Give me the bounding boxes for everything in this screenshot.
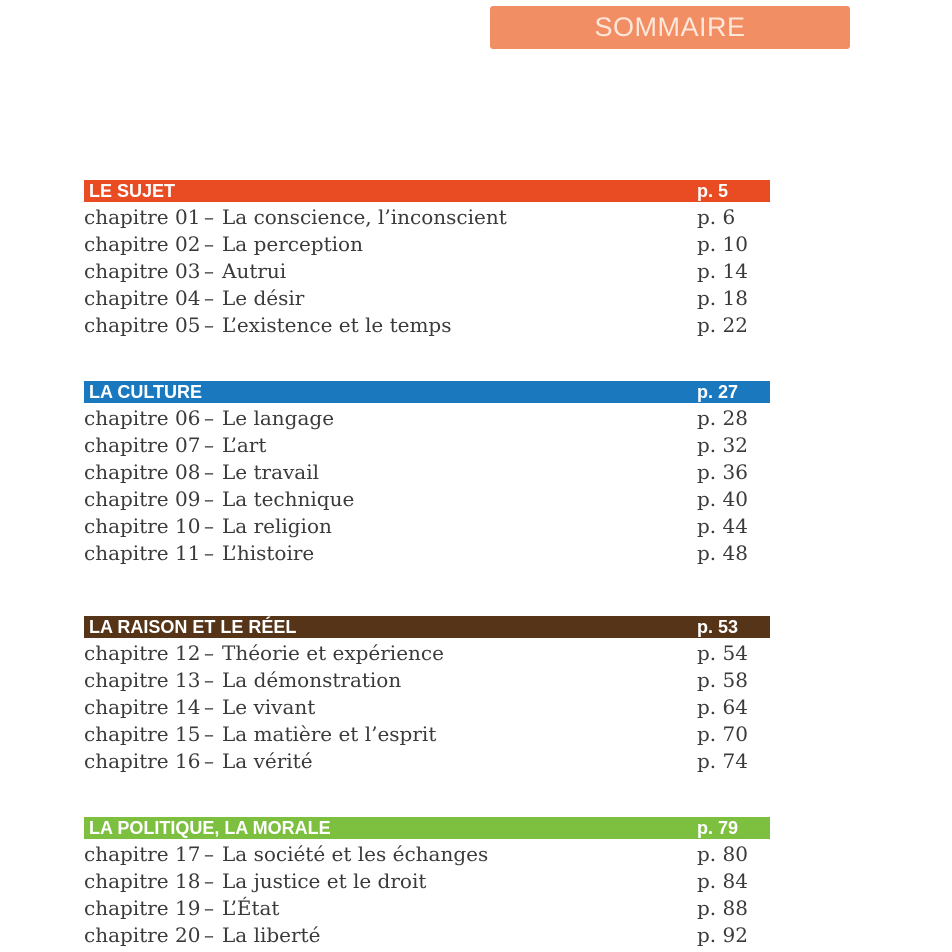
chapter-page: p. 54 bbox=[697, 641, 748, 665]
chapter-number: chapitre 13 bbox=[84, 668, 201, 692]
chapter-row[interactable] bbox=[84, 540, 770, 567]
chapter-title: Le désir bbox=[222, 286, 305, 310]
chapter-number: chapitre 16 bbox=[84, 749, 201, 773]
separator: – bbox=[204, 259, 214, 283]
separator: – bbox=[204, 205, 214, 229]
separator: – bbox=[204, 286, 214, 310]
chapter-row[interactable] bbox=[84, 868, 770, 895]
section-header[interactable] bbox=[84, 817, 770, 839]
separator: – bbox=[204, 749, 214, 773]
chapter-number: chapitre 10 bbox=[84, 514, 201, 538]
chapter-page: p. 36 bbox=[697, 460, 748, 484]
chapter-title: La société et les échanges bbox=[222, 842, 489, 866]
section-le-sujet bbox=[84, 180, 770, 339]
chapter-list bbox=[84, 204, 770, 339]
separator: – bbox=[204, 433, 214, 457]
separator: – bbox=[204, 460, 214, 484]
chapter-title: La conscience, l’inconscient bbox=[222, 205, 507, 229]
chapter-number: chapitre 18 bbox=[84, 869, 201, 893]
chapter-row[interactable] bbox=[84, 841, 770, 868]
chapter-title: La perception bbox=[222, 232, 363, 256]
chapter-page: p. 6 bbox=[697, 205, 736, 229]
section-header[interactable] bbox=[84, 180, 770, 202]
chapter-title: La justice et le droit bbox=[222, 869, 427, 893]
chapter-page: p. 70 bbox=[697, 722, 748, 746]
separator: – bbox=[204, 406, 214, 430]
section-la-politique-la-morale bbox=[84, 817, 770, 949]
chapter-number: chapitre 17 bbox=[84, 842, 201, 866]
separator: – bbox=[204, 923, 214, 947]
section-page: p. 53 bbox=[697, 617, 739, 637]
chapter-row[interactable] bbox=[84, 459, 770, 486]
chapter-page: p. 84 bbox=[697, 869, 748, 893]
section-page: p. 79 bbox=[697, 818, 739, 838]
separator: – bbox=[204, 232, 214, 256]
chapter-number: chapitre 15 bbox=[84, 722, 201, 746]
chapter-title: La religion bbox=[222, 514, 332, 538]
chapter-page: p. 28 bbox=[697, 406, 748, 430]
section-la-raison-et-le-reel bbox=[84, 616, 770, 775]
separator: – bbox=[204, 722, 214, 746]
chapter-list bbox=[84, 841, 770, 949]
chapter-number: chapitre 01 bbox=[84, 205, 201, 229]
separator: – bbox=[204, 668, 214, 692]
chapter-row[interactable] bbox=[84, 432, 770, 459]
chapter-row[interactable] bbox=[84, 258, 770, 285]
chapter-number: chapitre 14 bbox=[84, 695, 201, 719]
chapter-number: chapitre 11 bbox=[84, 541, 201, 565]
chapter-number: chapitre 07 bbox=[84, 433, 201, 457]
section-title: LA CULTURE bbox=[89, 382, 202, 402]
chapter-title: La technique bbox=[222, 487, 355, 511]
chapter-number: chapitre 09 bbox=[84, 487, 201, 511]
separator: – bbox=[204, 487, 214, 511]
chapter-title: La vérité bbox=[222, 749, 313, 773]
chapter-page: p. 88 bbox=[697, 896, 748, 920]
chapter-number: chapitre 20 bbox=[84, 923, 201, 947]
chapter-page: p. 18 bbox=[697, 286, 748, 310]
separator: – bbox=[204, 869, 214, 893]
chapter-title: Théorie et expérience bbox=[222, 641, 444, 665]
chapter-page: p. 92 bbox=[697, 923, 748, 947]
chapter-title: L’existence et le temps bbox=[222, 313, 452, 337]
chapter-row[interactable] bbox=[84, 405, 770, 432]
chapter-page: p. 74 bbox=[697, 749, 748, 773]
chapter-page: p. 32 bbox=[697, 433, 748, 457]
section-header[interactable] bbox=[84, 381, 770, 403]
chapter-row[interactable] bbox=[84, 667, 770, 694]
chapter-row[interactable] bbox=[84, 895, 770, 922]
chapter-row[interactable] bbox=[84, 312, 770, 339]
chapter-row[interactable] bbox=[84, 922, 770, 949]
chapter-number: chapitre 06 bbox=[84, 406, 201, 430]
section-page: p. 5 bbox=[697, 181, 729, 201]
chapter-number: chapitre 08 bbox=[84, 460, 201, 484]
chapter-row[interactable] bbox=[84, 204, 770, 231]
section-title: LA POLITIQUE, LA MORALE bbox=[89, 818, 331, 838]
section-title: LA RAISON ET LE RÉEL bbox=[89, 617, 297, 637]
page-title: SOMMAIRE bbox=[594, 12, 746, 42]
section-title: LE SUJET bbox=[89, 181, 176, 201]
chapter-title: La liberté bbox=[222, 923, 321, 947]
chapter-title: Le vivant bbox=[222, 695, 316, 719]
separator: – bbox=[204, 896, 214, 920]
chapter-title: L’histoire bbox=[222, 541, 315, 565]
chapter-page: p. 14 bbox=[697, 259, 748, 283]
chapter-row[interactable] bbox=[84, 721, 770, 748]
chapter-number: chapitre 19 bbox=[84, 896, 201, 920]
chapter-row[interactable] bbox=[84, 694, 770, 721]
chapter-row[interactable] bbox=[84, 285, 770, 312]
chapter-number: chapitre 02 bbox=[84, 232, 201, 256]
chapter-row[interactable] bbox=[84, 513, 770, 540]
chapter-page: p. 80 bbox=[697, 842, 748, 866]
chapter-page: p. 44 bbox=[697, 514, 748, 538]
chapter-list bbox=[84, 640, 770, 775]
section-header[interactable] bbox=[84, 616, 770, 638]
chapter-title: Le langage bbox=[222, 406, 335, 430]
chapter-number: chapitre 05 bbox=[84, 313, 201, 337]
separator: – bbox=[204, 514, 214, 538]
chapter-number: chapitre 03 bbox=[84, 259, 201, 283]
chapter-number: chapitre 04 bbox=[84, 286, 201, 310]
chapter-page: p. 10 bbox=[697, 232, 748, 256]
separator: – bbox=[204, 541, 214, 565]
chapter-page: p. 58 bbox=[697, 668, 748, 692]
chapter-title: Le travail bbox=[222, 460, 320, 484]
chapter-row[interactable] bbox=[84, 640, 770, 667]
section-page: p. 27 bbox=[697, 382, 739, 402]
separator: – bbox=[204, 313, 214, 337]
chapter-row[interactable] bbox=[84, 486, 770, 513]
chapter-title: La démonstration bbox=[222, 668, 402, 692]
separator: – bbox=[204, 842, 214, 866]
chapter-page: p. 22 bbox=[697, 313, 748, 337]
chapter-page: p. 64 bbox=[697, 695, 748, 719]
chapter-row[interactable] bbox=[84, 748, 770, 775]
chapter-row[interactable] bbox=[84, 231, 770, 258]
chapter-title: Autrui bbox=[222, 259, 287, 283]
separator: – bbox=[204, 695, 214, 719]
chapter-title: L’État bbox=[222, 896, 280, 920]
chapter-list bbox=[84, 405, 770, 567]
chapter-title: L’art bbox=[222, 433, 267, 457]
chapter-page: p. 40 bbox=[697, 487, 748, 511]
separator: – bbox=[204, 641, 214, 665]
sommaire-title-bar bbox=[490, 6, 850, 49]
chapter-title: La matière et l’esprit bbox=[222, 722, 437, 746]
chapter-page: p. 48 bbox=[697, 541, 748, 565]
section-la-culture bbox=[84, 381, 770, 567]
chapter-number: chapitre 12 bbox=[84, 641, 201, 665]
